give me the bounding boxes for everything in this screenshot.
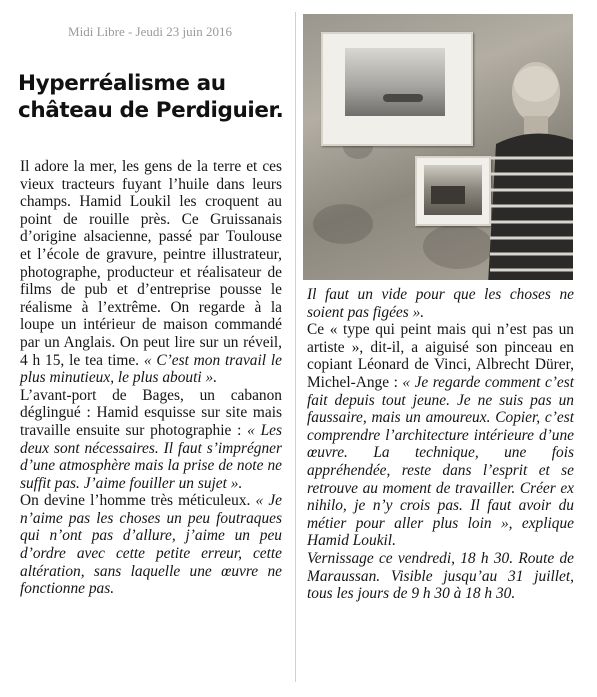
column-divider xyxy=(295,12,296,682)
article-title: Hyperréalisme au château de Perdiguier. xyxy=(18,71,284,123)
framed-painting-large xyxy=(321,32,473,146)
framed-painting-small xyxy=(415,156,491,226)
article-right-column xyxy=(307,286,574,603)
newspaper-header: Midi Libre - Jeudi 23 juin 2016 xyxy=(68,24,232,39)
paragraph: Ce « type qui peint mais qui n’est pas un artiste », dit-il, a aiguisé son pinceau en copiant Léonard de Vinci, Albrecht Dürer, Michel-Ange : « Je regarde comment c’est fait depuis tout jeune. Je ne suis pas un faussaire, mais un amoureux. Copier, c’est comprendre l’architecture intérieure d’une œuvre. La technique, une fois appréhendée, reste dans l’esprit et se retrouve au moment de travailler. Créer ex nihilo, je n’y crois pas. Il faut avoir du métier pour aller plus loin », explique Hamid Loukil. xyxy=(307,321,574,550)
article-left-column xyxy=(20,158,282,598)
paragraph: Vernissage ce vendredi, 18 h 30. Route de Maraussan. Visible jusqu’au 31 juillet, tous les jours de 9 h 30 à 18 h 30. xyxy=(307,549,574,603)
paragraph: Il faut un vide pour que les choses ne soient pas figées ». xyxy=(307,286,574,321)
artist-portrait xyxy=(488,54,573,280)
paragraph: L’avant-port de Bages, un cabanon déglingué : Hamid esquisse sur site mais travaille ensuite sur photographie : « Les deux sont nécessaires. Il faut s’imprégner d’une atmosphère mais la prise de note ne suffit pas. J’aime fouiller un sujet ». xyxy=(20,386,282,492)
article-photo xyxy=(303,14,573,280)
paragraph: Il adore la mer, les gens de la terre et ces vieux tracteurs fuyant l’huile dans leurs champs. Hamid Loukil les croquent au point de rouille près. Ce Gruissanais d’origine alsacienne, passé par Toulouse et l’école de gravure, peintre illustrateur, photographe, producteur et réalisateur de films de pub et d’entreprise pousse le réalisme à l’extrême. On regarde à la loupe un intérieur de maison commandé par un Anglais. On peut lire sur un réveil, 4 h 15, le tea time. « C’est mon travail le plus minutieux, le plus abouti ». xyxy=(20,158,282,387)
paragraph: On devine l’homme très méticuleux. « Je n’aime pas les choses un peu foutraques qui n’ont pas d’allure, j’aime un peu d’ordre avec cette petite erreur, cette altération, sans laquelle une œuvre ne fonctionne pas. xyxy=(20,492,282,598)
